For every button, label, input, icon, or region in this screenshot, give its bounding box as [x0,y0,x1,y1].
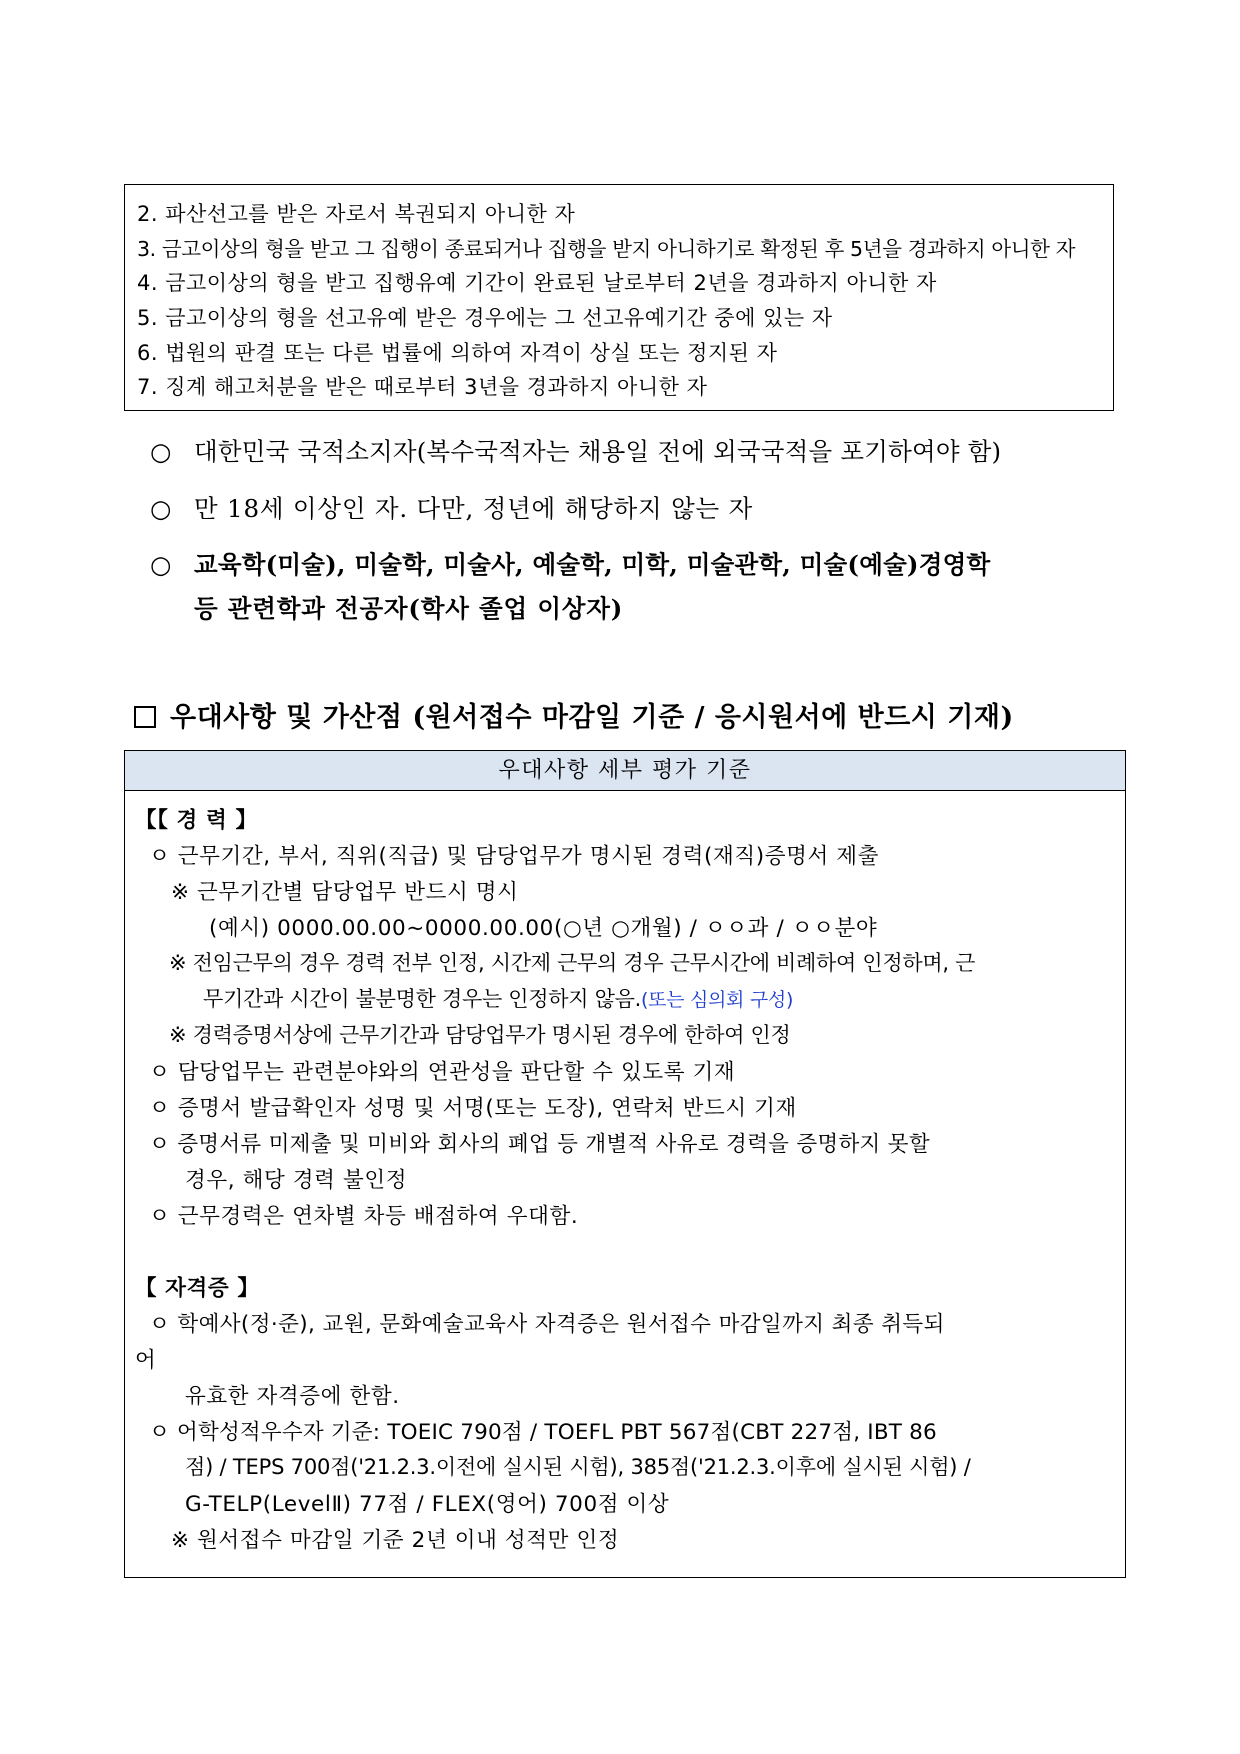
square-bullet-icon [134,706,156,728]
section-heading-text: 우대사항 및 가산점 (원서접수 마감일 기준 / 응시원서에 반드시 기재) [170,702,1014,733]
disqualification-box [124,184,1114,411]
qualification-text: 대한민국 국적소지자(복수국적자는 채용일 전에 외국국적을 포기하여야 함) [194,437,1002,466]
career-item: ㅇ 근무경력은 연차별 차등 배점하여 우대함. [149,1204,579,1229]
section-heading [134,695,1014,734]
disqualification-item: 7. 징계 해고처분을 받은 때로부터 3년을 경과하지 아니한 자 [137,375,708,400]
license-item-cont: 점) / TEPS 700점('21.2.3.이전에 실시된 시험), 385점('21.2.3.이후에 실시된 시험) / [185,1455,971,1479]
disqualification-item: 4. 금고이상의 형을 받고 집행유예 기간이 완료된 날로부터 2년을 경과하지 아니한 자 [137,271,937,296]
license-item-cont: 유효한 자격증에 한함. [185,1384,400,1409]
disqualification-item: 5. 금고이상의 형을 선고유예 받은 경우에는 그 선고유예기간 중에 있는 자 [137,306,833,331]
qualification-text: 교육학(미술), 미술학, 미술사, 예술학, 미학, 미술관학, 미술(예술)경영학 [194,550,991,579]
career-example: (예시) 0000.00.00~0000.00.00(○년 ○개월) / ㅇㅇ과 / ㅇㅇ분야 [209,916,878,941]
table-body [125,791,1125,1553]
criteria-table [124,750,1126,1578]
career-note-text: 무기간과 시간이 불분명한 경우는 인정하지 않음. [203,987,641,1011]
career-item-cont: 경우, 해당 경력 불인정 [185,1168,408,1193]
license-item: ㅇ 학예사(정·준), 교원, 문화예술교육사 자격증은 원서접수 마감일까지 최종 취득되 [149,1312,945,1337]
bullet-circle: ○ [150,437,173,466]
qualification-nationality [150,433,1001,468]
table-header: 우대사항 세부 평가 기준 [125,751,1125,791]
disqualification-item: 2. 파산선고를 받은 자로서 복권되지 아니한 자 [137,202,576,226]
career-note: ※ 근무기간별 담당업무 반드시 명시 [171,880,519,905]
qualification-major-cont: 등 관련학과 전공자(학사 졸업 이상자) [194,594,624,623]
license-item: ㅇ 어학성적우수자 기준: TOEIC 790점 / TOEFL PBT 567점(CBT 227점, IBT 86 [149,1420,937,1445]
career-title: 【【 경 력 】 [135,808,258,833]
disqualification-item: 3. 금고이상의 형을 받고 그 집행이 종료되거나 집행을 받지 아니하기로 확정된 후 5년을 경과하지 아니한 자 [137,236,1076,261]
license-note: ※ 원서접수 마감일 기준 2년 이내 성적만 인정 [171,1528,620,1553]
career-note-cont [203,983,793,1013]
career-item: ㅇ 증명서 발급확인자 성명 및 서명(또는 도장), 연락처 반드시 기재 [149,1096,797,1121]
bullet-circle: ○ [150,550,173,579]
career-note: ※ 전임근무의 경우 경력 전부 인정, 시간제 근무의 경우 근무시간에 비례하여 인정하며, 근 [169,951,976,975]
license-title: 【 자격증 】 [135,1276,260,1301]
career-item: ㅇ 증명서류 미제출 및 미비와 회사의 폐업 등 개별적 사유로 경력을 증명하지 못할 [149,1132,930,1157]
career-item: ㅇ 근무기간, 부서, 직위(직급) 및 담당업무가 명시된 경력(재직)증명서 제출 [149,844,879,869]
license-item-cont: G-TELP(LevelⅡ) 77점 / FLEX(영어) 700점 이상 [185,1492,670,1517]
career-note-blue: (또는 심의회 구성) [640,989,794,1011]
qualification-age [150,490,753,525]
career-note: ※ 경력증명서상에 근무기간과 담당업무가 명시된 경우에 한하여 인정 [169,1023,791,1047]
qualification-major [150,546,990,581]
career-item: ㅇ 담당업무는 관련분야와의 연관성을 판단할 수 있도록 기재 [149,1060,736,1085]
disqualification-item: 6. 법원의 판결 또는 다른 법률에 의하여 자격이 상실 또는 정지된 자 [137,340,778,365]
license-item-cont: 어 [135,1348,157,1373]
bullet-circle: ○ [150,494,173,523]
qualification-text: 만 18세 이상인 자. 다만, 정년에 해당하지 않는 자 [194,494,754,523]
